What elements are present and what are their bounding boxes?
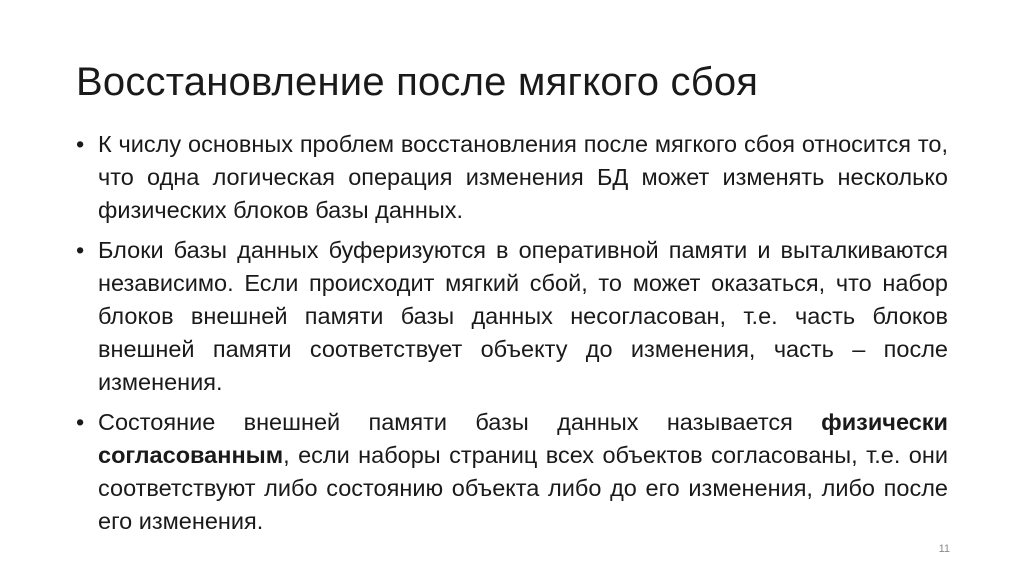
bullet-icon: • [76, 237, 85, 263]
page-number: 11 [938, 543, 950, 555]
slide-title: Восстановление после мягкого сбоя [76, 60, 759, 104]
bullet-text-before: Состояние внешней памяти базы данных называется [98, 409, 822, 435]
bullet-icon: • [76, 131, 85, 157]
bullet-text: К числу основных проблем восстановления после мягкого сбоя относится то, что одна логическая операция изменения БД может изменять несколько физических блоков базы данных. [98, 131, 948, 223]
bullet-item [76, 406, 948, 538]
bullet-icon: • [76, 409, 85, 435]
bullet-list [76, 128, 948, 545]
bullet-text: Блоки базы данных буферизуются в оперативной памяти и выталкиваются независимо. Если происходит мягкий сбой, то может оказаться, что набор блоков внешней памяти базы данных несогласован, т.е. часть блоков внешней памяти соответствует объекту до изменения, часть – после изменения. [98, 237, 948, 395]
bullet-item [76, 128, 948, 227]
bullet-text-after: , если наборы страниц всех объектов согласованы, т.е. они соответствуют либо состоянию объекта либо до его изменения, либо после его изменения. [98, 442, 948, 534]
bullet-item [76, 234, 948, 399]
bullet-text-bold-term: физически согласованным [98, 409, 948, 468]
